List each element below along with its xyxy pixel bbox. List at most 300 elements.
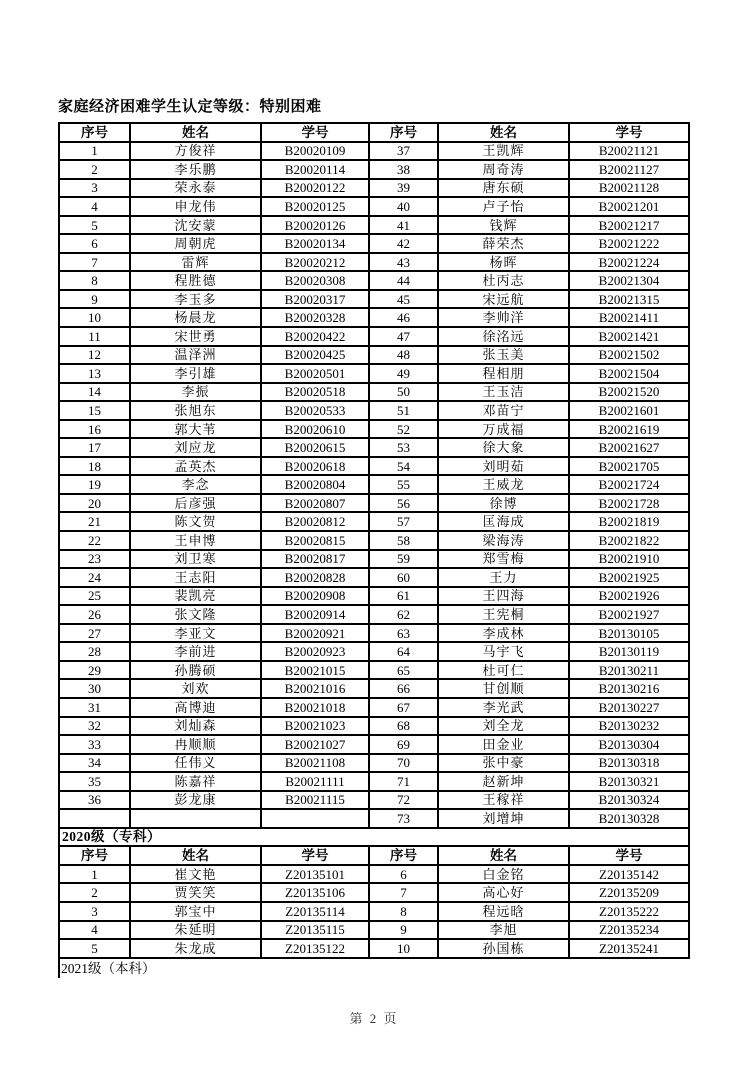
- student-id-cell: B20021728: [569, 494, 689, 513]
- name-cell: 孙腾硕: [130, 661, 261, 680]
- seq-cell: 18: [59, 457, 130, 476]
- header-name-left: 姓名: [130, 846, 261, 865]
- seq-cell: 22: [59, 531, 130, 550]
- student-id-cell: B20130211: [569, 661, 689, 680]
- student-id-cell: B20021115: [261, 791, 369, 810]
- student-id-cell: B20020923: [261, 642, 369, 661]
- table-row: [59, 754, 689, 773]
- name-cell: 裴凯亮: [130, 587, 261, 606]
- seq-cell: 67: [369, 698, 438, 717]
- name-cell: 李旭: [438, 921, 569, 940]
- document-title: 家庭经济困难学生认定等级：特别困难: [58, 99, 322, 115]
- table-row: [59, 939, 689, 958]
- seq-cell: 39: [369, 179, 438, 198]
- student-id-cell: B20020518: [261, 383, 369, 402]
- name-cell: 杜可仁: [438, 661, 569, 680]
- seq-cell: [59, 809, 130, 828]
- seq-cell: 10: [369, 939, 438, 958]
- name-cell: 李乐鹏: [130, 160, 261, 179]
- name-cell: 梁海涛: [438, 531, 569, 550]
- student-id-cell: B20020109: [261, 142, 369, 161]
- roster-table: [58, 122, 690, 959]
- table-row: [59, 475, 689, 494]
- student-id-cell: B20021502: [569, 346, 689, 365]
- table-row: [59, 383, 689, 402]
- table-row: [59, 791, 689, 810]
- table-row: [59, 457, 689, 476]
- name-cell: 郭宝中: [130, 902, 261, 921]
- seq-cell: 50: [369, 383, 438, 402]
- name-cell: 方俊祥: [130, 142, 261, 161]
- name-cell: 高心好: [438, 883, 569, 902]
- table-row: [59, 253, 689, 272]
- student-id-cell: B20021315: [569, 290, 689, 309]
- seq-cell: 8: [59, 271, 130, 290]
- name-cell: 卢子怡: [438, 197, 569, 216]
- seq-cell: 56: [369, 494, 438, 513]
- name-cell: 李光武: [438, 698, 569, 717]
- table-row: [59, 308, 689, 327]
- student-id-cell: B20130324: [569, 791, 689, 810]
- seq-cell: 14: [59, 383, 130, 402]
- student-id-cell: B20021023: [261, 717, 369, 736]
- name-cell: 唐东硕: [438, 179, 569, 198]
- table-row: [59, 216, 689, 235]
- seq-cell: 1: [59, 865, 130, 884]
- name-cell: 李振: [130, 383, 261, 402]
- name-cell: 徐洺远: [438, 327, 569, 346]
- name-cell: 郑雪梅: [438, 550, 569, 569]
- name-cell: 任伟义: [130, 754, 261, 773]
- band-row: [59, 828, 689, 847]
- student-id-cell: B20021222: [569, 234, 689, 253]
- seq-cell: 15: [59, 401, 130, 420]
- student-id-cell: B20021619: [569, 420, 689, 439]
- seq-cell: 64: [369, 642, 438, 661]
- seq-cell: 12: [59, 346, 130, 365]
- student-id-cell: B20020921: [261, 624, 369, 643]
- name-cell: 高博迪: [130, 698, 261, 717]
- name-cell: 张文隆: [130, 605, 261, 624]
- name-cell: 郭大苇: [130, 420, 261, 439]
- name-cell: 朱延明: [130, 921, 261, 940]
- student-id-cell: B20020908: [261, 587, 369, 606]
- name-cell: 徐大象: [438, 438, 569, 457]
- seq-cell: 7: [59, 253, 130, 272]
- name-cell: 万成福: [438, 420, 569, 439]
- name-cell: 王凯辉: [438, 142, 569, 161]
- student-id-cell: Z20135106: [261, 883, 369, 902]
- student-id-cell: B20021411: [569, 308, 689, 327]
- student-id-cell: B20020122: [261, 179, 369, 198]
- student-id-cell: B20021108: [261, 754, 369, 773]
- seq-cell: 17: [59, 438, 130, 457]
- student-id-cell: B20020618: [261, 457, 369, 476]
- student-id-cell: B20020308: [261, 271, 369, 290]
- student-id-cell: Z20135115: [261, 921, 369, 940]
- table-row: [59, 364, 689, 383]
- seq-cell: 32: [59, 717, 130, 736]
- name-cell: 刘明茹: [438, 457, 569, 476]
- name-cell: 钱辉: [438, 216, 569, 235]
- name-cell: 杜丙志: [438, 271, 569, 290]
- name-cell: 程远晗: [438, 902, 569, 921]
- seq-cell: 9: [369, 921, 438, 940]
- table-row: [59, 197, 689, 216]
- seq-cell: 58: [369, 531, 438, 550]
- seq-cell: 51: [369, 401, 438, 420]
- seq-cell: 40: [369, 197, 438, 216]
- name-cell: 崔文艳: [130, 865, 261, 884]
- name-cell: 雷辉: [130, 253, 261, 272]
- header-sid-left: 学号: [261, 846, 369, 865]
- table-row: [59, 698, 689, 717]
- table-row: [59, 401, 689, 420]
- name-cell: 马宇飞: [438, 642, 569, 661]
- header-seq-right: 序号: [369, 123, 438, 142]
- seq-cell: 31: [59, 698, 130, 717]
- seq-cell: 48: [369, 346, 438, 365]
- name-cell: 薛荣杰: [438, 234, 569, 253]
- student-id-cell: B20020126: [261, 216, 369, 235]
- table-row: [59, 865, 689, 884]
- seq-cell: 25: [59, 587, 130, 606]
- table-row: [59, 420, 689, 439]
- student-id-cell: B20021925: [569, 568, 689, 587]
- name-cell: 程胜德: [130, 271, 261, 290]
- student-id-cell: B20021127: [569, 160, 689, 179]
- roster-body-2020: [59, 865, 689, 958]
- student-id-cell: B20021016: [261, 679, 369, 698]
- seq-cell: 49: [369, 364, 438, 383]
- seq-cell: 11: [59, 327, 130, 346]
- name-cell: 赵新坤: [438, 772, 569, 791]
- seq-cell: 45: [369, 290, 438, 309]
- name-cell: 杨晖: [438, 253, 569, 272]
- name-cell: 刘欢: [130, 679, 261, 698]
- seq-cell: 72: [369, 791, 438, 810]
- student-id-cell: B20021224: [569, 253, 689, 272]
- seq-cell: 30: [59, 679, 130, 698]
- seq-cell: 38: [369, 160, 438, 179]
- student-id-cell: B20020317: [261, 290, 369, 309]
- table-row: [59, 512, 689, 531]
- table-row: [59, 587, 689, 606]
- table-row: [59, 290, 689, 309]
- seq-cell: 54: [369, 457, 438, 476]
- student-id-cell: Z20135142: [569, 865, 689, 884]
- name-cell: 温泽洲: [130, 346, 261, 365]
- name-cell: 陈嘉祥: [130, 772, 261, 791]
- seq-cell: 4: [59, 197, 130, 216]
- student-id-cell: B20021304: [569, 271, 689, 290]
- student-id-cell: B20021724: [569, 475, 689, 494]
- name-cell: 王四海: [438, 587, 569, 606]
- table-row: [59, 883, 689, 902]
- header-sid-right: 学号: [569, 846, 689, 865]
- name-cell: 王宪桐: [438, 605, 569, 624]
- name-cell: 田金业: [438, 735, 569, 754]
- student-id-cell: B20021627: [569, 438, 689, 457]
- student-id-cell: B20130318: [569, 754, 689, 773]
- student-id-cell: B20021822: [569, 531, 689, 550]
- student-id-cell: B20021504: [569, 364, 689, 383]
- table-row: [59, 717, 689, 736]
- name-cell: 王稼祥: [438, 791, 569, 810]
- table-row: [59, 271, 689, 290]
- student-id-cell: B20020807: [261, 494, 369, 513]
- seq-cell: 73: [369, 809, 438, 828]
- name-cell: 王力: [438, 568, 569, 587]
- student-id-cell: B20130216: [569, 679, 689, 698]
- name-cell: 张旭东: [130, 401, 261, 420]
- student-id-cell: Z20135241: [569, 939, 689, 958]
- student-id-cell: B20021201: [569, 197, 689, 216]
- name-cell: 申龙伟: [130, 197, 261, 216]
- seq-cell: 47: [369, 327, 438, 346]
- name-cell: 李亚文: [130, 624, 261, 643]
- table-row: [59, 679, 689, 698]
- student-id-cell: B20020501: [261, 364, 369, 383]
- seq-cell: 3: [59, 902, 130, 921]
- name-cell: 甘创顺: [438, 679, 569, 698]
- table-row: [59, 642, 689, 661]
- header-sid-left: 学号: [261, 123, 369, 142]
- student-id-cell: B20021927: [569, 605, 689, 624]
- seq-cell: 1: [59, 142, 130, 161]
- student-id-cell: B20130119: [569, 642, 689, 661]
- student-id-cell: B20021926: [569, 587, 689, 606]
- seq-cell: 6: [369, 865, 438, 884]
- name-cell: 李引雄: [130, 364, 261, 383]
- roster-body-main: [59, 142, 689, 828]
- seq-cell: 8: [369, 902, 438, 921]
- table-row: [59, 327, 689, 346]
- name-cell: 匡海成: [438, 512, 569, 531]
- name-cell: 宋远航: [438, 290, 569, 309]
- seq-cell: 4: [59, 921, 130, 940]
- student-id-cell: B20021217: [569, 216, 689, 235]
- student-id-cell: B20021111: [261, 772, 369, 791]
- seq-cell: 16: [59, 420, 130, 439]
- header-seq-right: 序号: [369, 846, 438, 865]
- seq-cell: 5: [59, 939, 130, 958]
- seq-cell: 43: [369, 253, 438, 272]
- seq-cell: 44: [369, 271, 438, 290]
- seq-cell: 59: [369, 550, 438, 569]
- seq-cell: 41: [369, 216, 438, 235]
- seq-cell: 66: [369, 679, 438, 698]
- table-row: [59, 568, 689, 587]
- name-cell: 周奇涛: [438, 160, 569, 179]
- name-cell: 邓苗宁: [438, 401, 569, 420]
- seq-cell: 71: [369, 772, 438, 791]
- name-cell: 孟英杰: [130, 457, 261, 476]
- seq-cell: 7: [369, 883, 438, 902]
- seq-cell: 68: [369, 717, 438, 736]
- name-cell: 杨晨龙: [130, 308, 261, 327]
- seq-cell: 2: [59, 160, 130, 179]
- student-id-cell: B20020914: [261, 605, 369, 624]
- seq-cell: 42: [369, 234, 438, 253]
- table-row: [59, 809, 689, 828]
- seq-cell: 62: [369, 605, 438, 624]
- seq-cell: 5: [59, 216, 130, 235]
- student-id-cell: Z20135101: [261, 865, 369, 884]
- student-id-cell: B20020815: [261, 531, 369, 550]
- student-id-cell: B20021121: [569, 142, 689, 161]
- name-cell: 王威龙: [438, 475, 569, 494]
- student-id-cell: B20021819: [569, 512, 689, 531]
- name-cell: 冉顺顺: [130, 735, 261, 754]
- student-id-cell: Z20135222: [569, 902, 689, 921]
- student-id-cell: B20020817: [261, 550, 369, 569]
- student-id-cell: B20020533: [261, 401, 369, 420]
- student-id-cell: Z20135209: [569, 883, 689, 902]
- seq-cell: 2: [59, 883, 130, 902]
- section-2021-label: 2021级（本科）: [58, 959, 688, 978]
- header-row-2020: [59, 846, 689, 865]
- table-row: [59, 921, 689, 940]
- seq-cell: 26: [59, 605, 130, 624]
- name-cell: 后彦强: [130, 494, 261, 513]
- header-sid-right: 学号: [569, 123, 689, 142]
- seq-cell: 37: [369, 142, 438, 161]
- table-row: [59, 142, 689, 161]
- table-row: [59, 735, 689, 754]
- seq-cell: 6: [59, 234, 130, 253]
- name-cell: 张中豪: [438, 754, 569, 773]
- name-cell: 陈文贺: [130, 512, 261, 531]
- student-id-cell: B20130227: [569, 698, 689, 717]
- seq-cell: 61: [369, 587, 438, 606]
- student-id-cell: B20130321: [569, 772, 689, 791]
- student-id-cell: B20021128: [569, 179, 689, 198]
- seq-cell: 27: [59, 624, 130, 643]
- name-cell: 朱龙成: [130, 939, 261, 958]
- seq-cell: 10: [59, 308, 130, 327]
- name-cell: 王玉洁: [438, 383, 569, 402]
- seq-cell: 21: [59, 512, 130, 531]
- table-row: [59, 494, 689, 513]
- table-row: [59, 661, 689, 680]
- seq-cell: 69: [369, 735, 438, 754]
- student-id-cell: B20021910: [569, 550, 689, 569]
- student-id-cell: B20130304: [569, 735, 689, 754]
- seq-cell: 20: [59, 494, 130, 513]
- section-2020-label: 2020级（专科）: [59, 828, 689, 847]
- student-id-cell: B20020615: [261, 438, 369, 457]
- table-row: [59, 179, 689, 198]
- seq-cell: 70: [369, 754, 438, 773]
- table-row: [59, 902, 689, 921]
- seq-cell: 60: [369, 568, 438, 587]
- student-id-cell: B20021018: [261, 698, 369, 717]
- seq-cell: 29: [59, 661, 130, 680]
- name-cell: 刘卫寒: [130, 550, 261, 569]
- table-row: [59, 605, 689, 624]
- student-id-cell: B20021421: [569, 327, 689, 346]
- roster-header: [59, 123, 689, 142]
- name-cell: 沈安蒙: [130, 216, 261, 235]
- seq-cell: 55: [369, 475, 438, 494]
- header-seq-left: 序号: [59, 846, 130, 865]
- student-id-cell: B20130328: [569, 809, 689, 828]
- table-row: [59, 438, 689, 457]
- document-page: [58, 0, 690, 978]
- name-cell: 孙国栋: [438, 939, 569, 958]
- seq-cell: 35: [59, 772, 130, 791]
- student-id-cell: B20021601: [569, 401, 689, 420]
- table-row: [59, 772, 689, 791]
- name-cell: 刘应龙: [130, 438, 261, 457]
- student-id-cell: Z20135114: [261, 902, 369, 921]
- student-id-cell: B20020134: [261, 234, 369, 253]
- table-row: [59, 160, 689, 179]
- name-cell: 刘全龙: [438, 717, 569, 736]
- name-cell: 李念: [130, 475, 261, 494]
- name-cell: 徐博: [438, 494, 569, 513]
- header-name-left: 姓名: [130, 123, 261, 142]
- seq-cell: 57: [369, 512, 438, 531]
- student-id-cell: B20020328: [261, 308, 369, 327]
- name-cell: 彭龙康: [130, 791, 261, 810]
- seq-cell: 19: [59, 475, 130, 494]
- name-cell: 贾笑笑: [130, 883, 261, 902]
- name-cell: 李成林: [438, 624, 569, 643]
- table-row: [59, 531, 689, 550]
- name-cell: 李前进: [130, 642, 261, 661]
- student-id-cell: Z20135122: [261, 939, 369, 958]
- seq-cell: 65: [369, 661, 438, 680]
- header-name-right: 姓名: [438, 846, 569, 865]
- name-cell: 张玉美: [438, 346, 569, 365]
- seq-cell: 52: [369, 420, 438, 439]
- name-cell: 李帅洋: [438, 308, 569, 327]
- student-id-cell: Z20135234: [569, 921, 689, 940]
- name-cell: 王志阳: [130, 568, 261, 587]
- student-id-cell: B20020422: [261, 327, 369, 346]
- page-number: 第 2 页: [349, 1011, 399, 1026]
- table-row: [59, 234, 689, 253]
- seq-cell: 33: [59, 735, 130, 754]
- seq-cell: 13: [59, 364, 130, 383]
- name-cell: 刘灿森: [130, 717, 261, 736]
- name-cell: 荣永泰: [130, 179, 261, 198]
- seq-cell: 34: [59, 754, 130, 773]
- seq-cell: 36: [59, 791, 130, 810]
- table-row: [59, 550, 689, 569]
- student-id-cell: B20020804: [261, 475, 369, 494]
- seq-cell: 23: [59, 550, 130, 569]
- seq-cell: 3: [59, 179, 130, 198]
- header-name-right: 姓名: [438, 123, 569, 142]
- name-cell: 程相朋: [438, 364, 569, 383]
- seq-cell: 46: [369, 308, 438, 327]
- student-id-cell: B20020125: [261, 197, 369, 216]
- name-cell: 白金铭: [438, 865, 569, 884]
- student-id-cell: B20021027: [261, 735, 369, 754]
- seq-cell: 24: [59, 568, 130, 587]
- student-id-cell: B20130232: [569, 717, 689, 736]
- seq-cell: 63: [369, 624, 438, 643]
- section-2020-band: [59, 828, 689, 865]
- name-cell: 宋世勇: [130, 327, 261, 346]
- seq-cell: 9: [59, 290, 130, 309]
- table-row: [59, 624, 689, 643]
- table-row: [59, 346, 689, 365]
- name-cell: 刘增坤: [438, 809, 569, 828]
